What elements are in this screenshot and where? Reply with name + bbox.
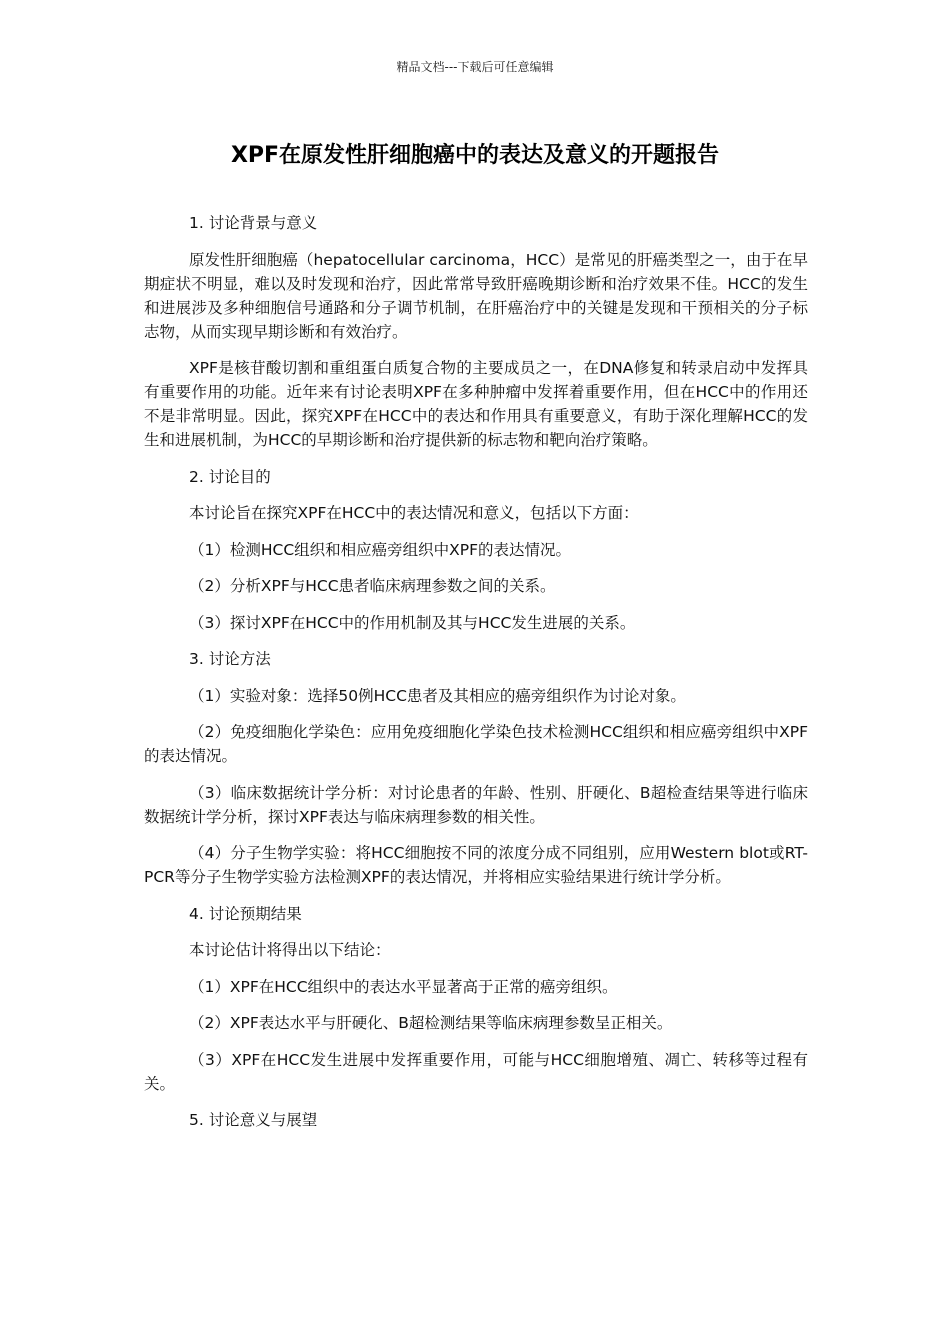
- expected-item-2: （2）XPF表达水平与肝硬化、B超检测结果等临床病理参数呈正相关。: [189, 1014, 673, 1032]
- method-item-4: （4）分子生物学实验：将HCC细胞按不同的浓度分成不同组别，应用Western blot或RT-PCR等分子生物学实验方法检测XPF的表达情况，并将相应实验结果进行统计学分析。: [144, 844, 808, 886]
- section-heading-significance: 5. 讨论意义与展望: [189, 1111, 318, 1129]
- paragraph-expected-intro: 本讨论估计将得出以下结论：: [189, 941, 391, 959]
- section-heading-purpose: 2. 讨论目的: [189, 467, 271, 486]
- document-title: XPF在原发性肝细胞癌中的表达及意义的开题报告: [230, 143, 720, 168]
- method-item-1: （1）实验对象：选择50例HCC患者及其相应的癌旁组织作为讨论对象。: [189, 686, 686, 705]
- expected-item-3: （3）XPF在HCC发生进展中发挥重要作用，可能与HCC细胞增殖、凋亡、转移等过程有关。: [144, 1050, 808, 1093]
- section-heading-expected-results: 4. 讨论预期结果: [189, 904, 302, 923]
- method-item-2: （2）免疫细胞化学染色：应用免疫细胞化学染色技术检测HCC组织和相应癌旁组织中XPF的表达情况。: [144, 723, 808, 765]
- purpose-item-1: （1）检测HCC组织和相应癌旁组织中XPF的表达情况。: [189, 540, 572, 559]
- paragraph-background-1: 原发性肝细胞癌（hepatocellular carcinoma，HCC）是常见的肝癌类型之一，由于在早期症状不明显，难以及时发现和治疗，因此常常导致肝癌晚期诊断和治疗效果不佳。HCC的发生和进展涉及多种细胞信号通路和分子调节机制，在肝癌治疗中的关键是发现和干预相关的分子标志物，从而实现早期诊断和有效治疗。: [144, 250, 808, 341]
- page-header: 精品文档---下载后可任意编辑: [396, 60, 554, 74]
- paragraph-background-2: XPF是核苷酸切割和重组蛋白质复合物的主要成员之一，在DNA修复和转录启动中发挥具有重要作用的功能。近年来有讨论表明XPF在多种肿瘤中发挥着重要作用，但在HCC中的作用还不是非常明显。因此，探究XPF在HCC中的表达和作用具有重要意义，有助于深化理解HCC的发生和进展机制，为HCC的早期诊断和治疗提供新的标志物和靶向治疗策略。: [144, 359, 808, 449]
- section-heading-background: 1. 讨论背景与意义: [189, 214, 318, 232]
- expected-item-1: （1）XPF在HCC组织中的表达水平显著高于正常的癌旁组织。: [189, 977, 618, 996]
- section-heading-methods: 3. 讨论方法: [189, 650, 271, 668]
- method-item-3: （3）临床数据统计学分析：对讨论患者的年龄、性别、肝硬化、B超检查结果等进行临床数据统计学分析，探讨XPF表达与临床病理参数的相关性。: [144, 783, 808, 826]
- paragraph-purpose-intro: 本讨论旨在探究XPF在HCC中的表达情况和意义，包括以下方面：: [189, 504, 639, 522]
- purpose-item-3: （3）探讨XPF在HCC中的作用机制及其与HCC发生进展的关系。: [189, 613, 636, 632]
- purpose-item-2: （2）分析XPF与HCC患者临床病理参数之间的关系。: [189, 577, 556, 595]
- document-body: [144, 211, 808, 1145]
